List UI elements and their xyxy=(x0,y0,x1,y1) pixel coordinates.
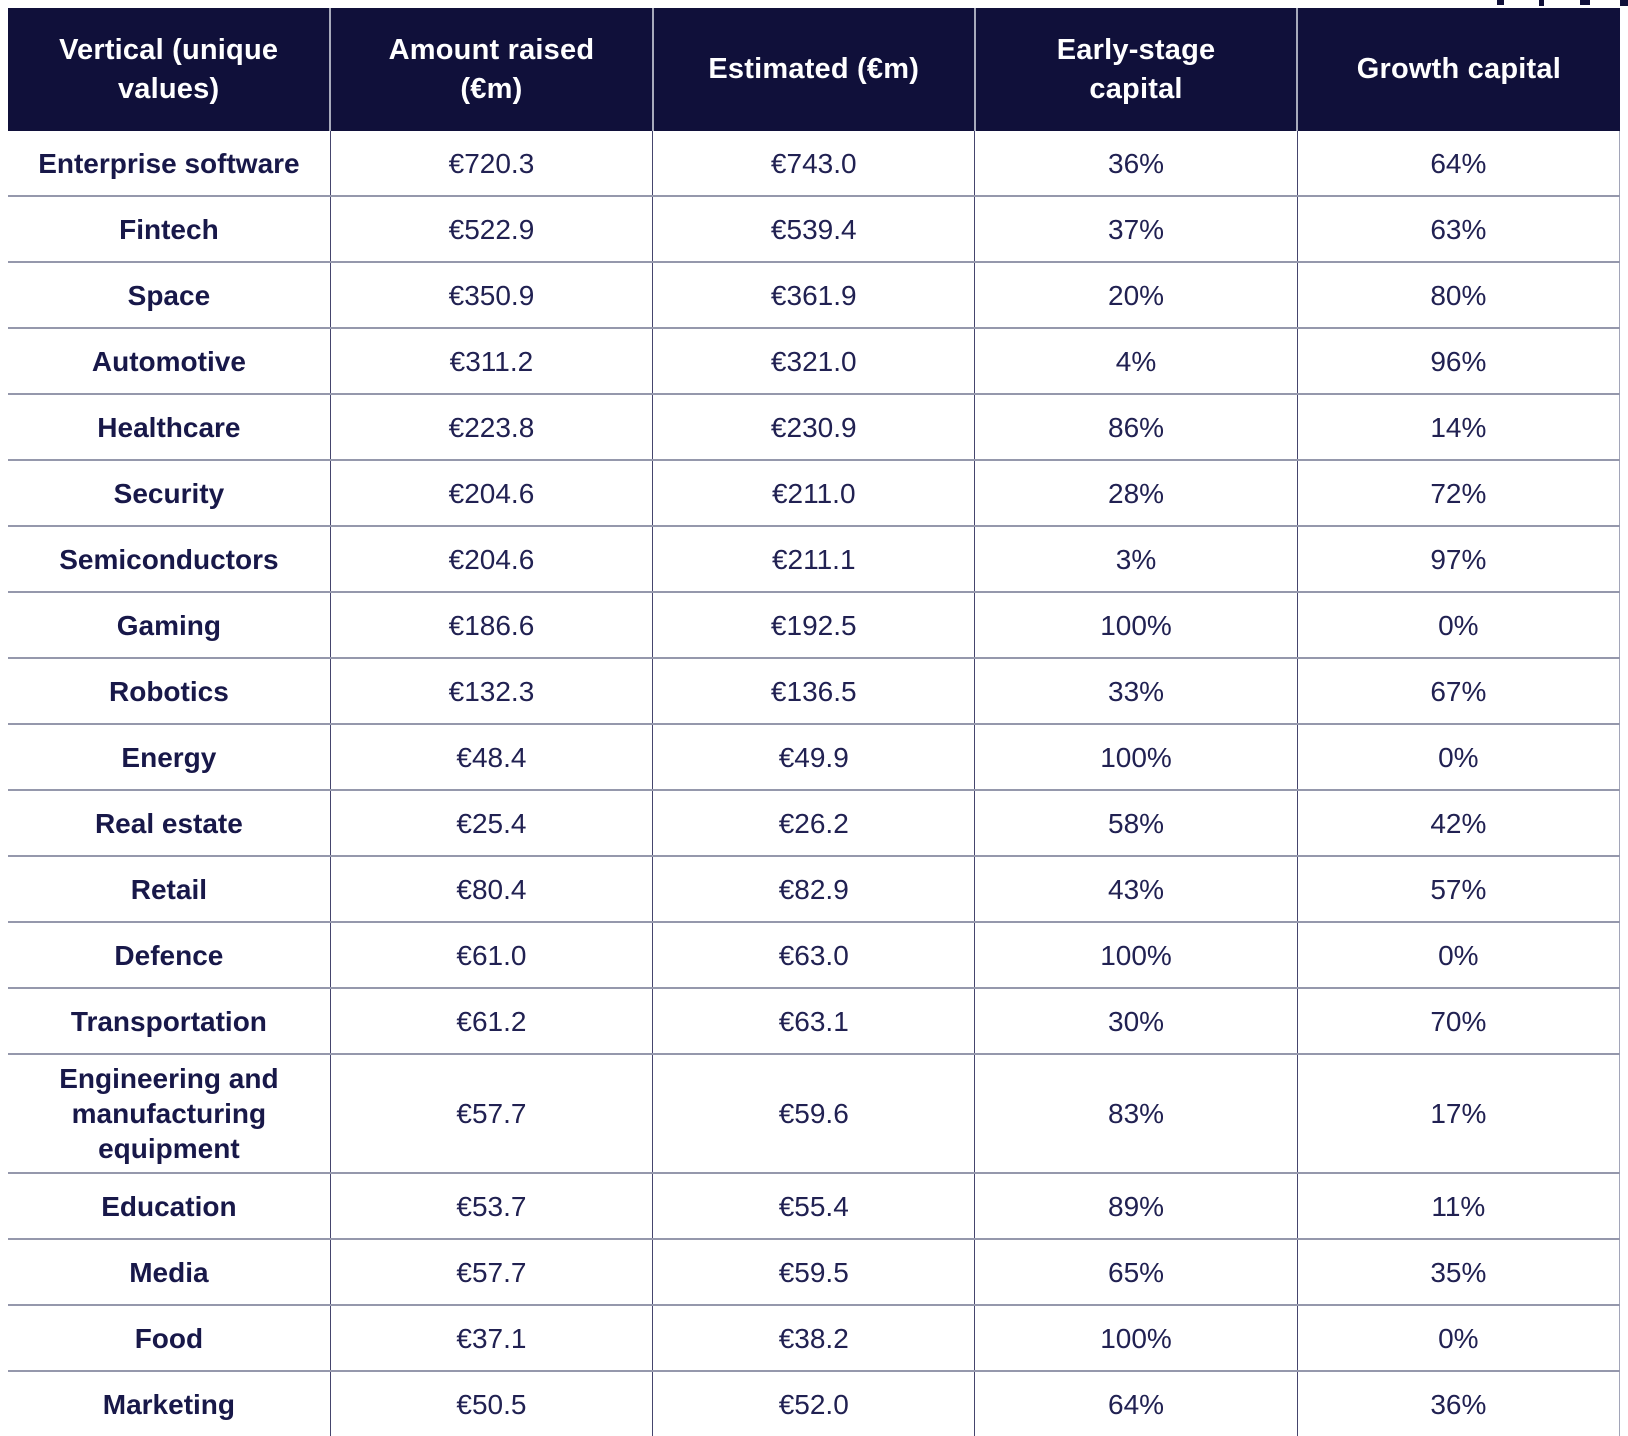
growth-share: 0% xyxy=(1438,741,1479,773)
cell-amount-raised xyxy=(330,526,652,592)
cell-estimated xyxy=(653,1173,975,1239)
cell-growth xyxy=(1297,460,1619,526)
cell-estimated xyxy=(653,131,975,196)
cell-growth xyxy=(1297,988,1619,1054)
cell-growth xyxy=(1297,131,1619,196)
cell-early-stage xyxy=(975,1239,1297,1305)
cell-estimated xyxy=(653,922,975,988)
vertical-name: Enterprise software xyxy=(38,147,300,179)
cell-early-stage xyxy=(975,1305,1297,1371)
vertical-name: Retail xyxy=(130,873,208,905)
estimated-value: €321.0 xyxy=(770,345,857,377)
cell-early-stage xyxy=(975,856,1297,922)
vertical-name: Gaming xyxy=(116,609,222,641)
cell-vertical xyxy=(8,1371,330,1436)
cell-growth xyxy=(1297,526,1619,592)
amount-raised-value: €53.7 xyxy=(456,1190,527,1222)
estimated-value: €136.5 xyxy=(770,675,857,707)
early-stage-share: 36% xyxy=(1108,147,1165,179)
cell-vertical xyxy=(8,856,330,922)
cell-vertical xyxy=(8,460,330,526)
growth-share: 14% xyxy=(1430,411,1487,443)
table-row xyxy=(8,724,1620,790)
cell-growth xyxy=(1297,1239,1619,1305)
cell-growth xyxy=(1297,1173,1619,1239)
table-row xyxy=(8,592,1620,658)
cell-vertical xyxy=(8,526,330,592)
table-row xyxy=(8,1371,1620,1436)
cell-estimated xyxy=(653,1371,975,1436)
cell-amount-raised xyxy=(330,1371,652,1436)
table-row xyxy=(8,131,1620,196)
cell-amount-raised xyxy=(330,328,652,394)
table-row xyxy=(8,394,1620,460)
cell-early-stage xyxy=(975,328,1297,394)
header-vertical xyxy=(8,8,330,131)
cell-growth xyxy=(1297,196,1619,262)
vertical-name: Semiconductors xyxy=(59,543,279,575)
cell-amount-raised xyxy=(330,724,652,790)
cell-estimated xyxy=(653,790,975,856)
cell-estimated xyxy=(653,988,975,1054)
early-stage-share: 89% xyxy=(1108,1190,1165,1222)
estimated-value: €52.0 xyxy=(778,1388,849,1420)
cell-vertical xyxy=(8,394,330,460)
table-row xyxy=(8,1305,1620,1371)
cell-early-stage xyxy=(975,1371,1297,1436)
amount-raised-value: €522.9 xyxy=(448,213,535,245)
vertical-name: Robotics xyxy=(109,675,229,707)
table-row xyxy=(8,988,1620,1054)
amount-raised-value: €48.4 xyxy=(456,741,527,773)
cell-vertical xyxy=(8,790,330,856)
table-row xyxy=(8,262,1620,328)
growth-share: 67% xyxy=(1430,675,1487,707)
cell-vertical xyxy=(8,1173,330,1239)
growth-share: 64% xyxy=(1430,147,1487,179)
cell-growth xyxy=(1297,592,1619,658)
cell-early-stage xyxy=(975,790,1297,856)
growth-share: 80% xyxy=(1430,279,1487,311)
cell-amount-raised xyxy=(330,658,652,724)
cell-estimated xyxy=(653,262,975,328)
estimated-value: €82.9 xyxy=(778,873,849,905)
cell-early-stage xyxy=(975,394,1297,460)
early-stage-share: 64% xyxy=(1108,1388,1165,1420)
growth-share: 42% xyxy=(1430,807,1487,839)
early-stage-share: 65% xyxy=(1108,1256,1165,1288)
cell-estimated xyxy=(653,1239,975,1305)
cell-vertical xyxy=(8,1054,330,1173)
amount-raised-value: €61.0 xyxy=(456,939,527,971)
amount-raised-value: €25.4 xyxy=(456,807,527,839)
estimated-value: €211.0 xyxy=(771,477,856,509)
cell-estimated xyxy=(653,328,975,394)
cell-early-stage xyxy=(975,262,1297,328)
cropped-text-mark xyxy=(1620,0,1628,6)
header-growth-capital xyxy=(1297,8,1619,131)
early-stage-share: 43% xyxy=(1108,873,1165,905)
header-vertical-label: Vertical (unique values) xyxy=(59,34,279,105)
table-row xyxy=(8,1239,1620,1305)
amount-raised-value: €132.3 xyxy=(448,675,535,707)
cell-amount-raised xyxy=(330,988,652,1054)
vertical-name: Education xyxy=(101,1190,237,1222)
cell-estimated xyxy=(653,196,975,262)
early-stage-share: 58% xyxy=(1108,807,1165,839)
cell-vertical xyxy=(8,592,330,658)
estimated-value: €63.0 xyxy=(778,939,849,971)
cell-estimated xyxy=(653,724,975,790)
growth-share: 0% xyxy=(1438,1322,1479,1354)
table-row xyxy=(8,856,1620,922)
early-stage-share: 37% xyxy=(1108,213,1165,245)
cell-estimated xyxy=(653,394,975,460)
cell-early-stage xyxy=(975,658,1297,724)
amount-raised-value: €350.9 xyxy=(448,279,535,311)
cropped-text-mark xyxy=(1539,0,1544,6)
growth-share: 97% xyxy=(1430,543,1487,575)
cell-early-stage xyxy=(975,1054,1297,1173)
estimated-value: €55.4 xyxy=(778,1190,849,1222)
cell-estimated xyxy=(653,460,975,526)
amount-raised-value: €720.3 xyxy=(448,147,535,179)
growth-share: 70% xyxy=(1430,1005,1487,1037)
header-early-stage xyxy=(975,8,1297,131)
cell-growth xyxy=(1297,328,1619,394)
cell-vertical xyxy=(8,1305,330,1371)
growth-share: 57% xyxy=(1430,873,1487,905)
cell-growth xyxy=(1297,1054,1619,1173)
growth-share: 0% xyxy=(1438,609,1479,641)
cell-estimated xyxy=(653,592,975,658)
growth-share: 0% xyxy=(1438,939,1479,971)
vertical-name: Energy xyxy=(121,741,217,773)
vertical-name: Engineering and manufacturing equipment xyxy=(59,1063,279,1164)
estimated-value: €59.6 xyxy=(778,1098,849,1129)
cell-vertical xyxy=(8,328,330,394)
header-row xyxy=(8,8,1620,131)
vertical-name: Marketing xyxy=(102,1388,236,1420)
cell-amount-raised xyxy=(330,1305,652,1371)
estimated-value: €38.2 xyxy=(778,1322,849,1354)
cell-early-stage xyxy=(975,988,1297,1054)
table-row xyxy=(8,328,1620,394)
cell-amount-raised xyxy=(330,196,652,262)
estimated-value: €211.1 xyxy=(771,543,856,575)
amount-raised-value: €50.5 xyxy=(456,1388,527,1420)
vertical-name: Healthcare xyxy=(97,411,241,443)
cell-estimated xyxy=(653,658,975,724)
cell-early-stage xyxy=(975,1173,1297,1239)
table-row xyxy=(8,1054,1620,1173)
cell-growth xyxy=(1297,1305,1619,1371)
cell-growth xyxy=(1297,922,1619,988)
table-row xyxy=(8,1173,1620,1239)
vertical-name: Real estate xyxy=(94,807,243,839)
growth-share: 36% xyxy=(1430,1388,1487,1420)
early-stage-share: 33% xyxy=(1108,675,1165,707)
table-header xyxy=(8,8,1620,131)
vertical-name: Transportation xyxy=(70,1005,267,1037)
amount-raised-value: €80.4 xyxy=(456,873,527,905)
cell-amount-raised xyxy=(330,922,652,988)
vertical-name: Fintech xyxy=(119,213,219,245)
estimated-value: €59.5 xyxy=(778,1256,849,1288)
header-early-stage-label: Early-stage capital xyxy=(1056,34,1216,105)
estimated-value: €743.0 xyxy=(770,147,857,179)
growth-share: 96% xyxy=(1430,345,1487,377)
cell-vertical xyxy=(8,131,330,196)
vertical-name: Food xyxy=(134,1322,204,1354)
cell-growth xyxy=(1297,262,1619,328)
early-stage-share: 100% xyxy=(1100,1322,1172,1354)
early-stage-share: 100% xyxy=(1100,939,1172,971)
cell-growth xyxy=(1297,790,1619,856)
cell-vertical xyxy=(8,922,330,988)
cell-vertical xyxy=(8,262,330,328)
vertical-name: Automotive xyxy=(91,345,246,377)
cell-amount-raised xyxy=(330,856,652,922)
cell-vertical xyxy=(8,1239,330,1305)
amount-raised-value: €186.6 xyxy=(448,609,535,641)
early-stage-share: 3% xyxy=(1115,543,1157,575)
amount-raised-value: €57.7 xyxy=(456,1256,527,1288)
table-row xyxy=(8,922,1620,988)
estimated-value: €192.5 xyxy=(770,609,857,641)
cell-amount-raised xyxy=(330,790,652,856)
cell-amount-raised xyxy=(330,394,652,460)
amount-raised-value: €204.6 xyxy=(448,543,535,575)
cropped-text-mark xyxy=(1580,0,1590,5)
growth-share: 17% xyxy=(1430,1098,1487,1129)
estimated-value: €49.9 xyxy=(778,741,849,773)
cell-amount-raised xyxy=(330,1239,652,1305)
estimated-value: €230.9 xyxy=(770,411,857,443)
growth-share: 11% xyxy=(1431,1190,1486,1222)
amount-raised-value: €223.8 xyxy=(448,411,535,443)
cell-estimated xyxy=(653,526,975,592)
cell-early-stage xyxy=(975,724,1297,790)
early-stage-share: 86% xyxy=(1108,411,1165,443)
header-estimated xyxy=(653,8,975,131)
estimated-value: €361.9 xyxy=(770,279,857,311)
header-amount-raised xyxy=(330,8,652,131)
vertical-name: Media xyxy=(129,1256,209,1288)
cell-early-stage xyxy=(975,196,1297,262)
table-body xyxy=(8,131,1620,1436)
early-stage-share: 28% xyxy=(1108,477,1165,509)
cell-amount-raised xyxy=(330,592,652,658)
cell-estimated xyxy=(653,1054,975,1173)
amount-raised-value: €311.2 xyxy=(449,345,534,377)
amount-raised-value: €57.7 xyxy=(456,1098,527,1129)
amount-raised-value: €204.6 xyxy=(448,477,535,509)
cell-growth xyxy=(1297,1371,1619,1436)
table-row xyxy=(8,526,1620,592)
vertical-name: Security xyxy=(113,477,225,509)
table-row xyxy=(8,460,1620,526)
vertical-name: Space xyxy=(127,279,211,311)
header-estimated-label: Estimated (€m) xyxy=(708,53,920,86)
early-stage-share: 30% xyxy=(1108,1005,1165,1037)
cell-early-stage xyxy=(975,592,1297,658)
verticals-funding-table xyxy=(8,8,1620,1436)
cell-growth xyxy=(1297,724,1619,790)
early-stage-share: 4% xyxy=(1115,345,1157,377)
cell-amount-raised xyxy=(330,1054,652,1173)
cell-vertical xyxy=(8,724,330,790)
cell-early-stage xyxy=(975,131,1297,196)
cell-estimated xyxy=(653,1305,975,1371)
cell-amount-raised xyxy=(330,131,652,196)
header-amount-raised-label: Amount raised (€m) xyxy=(388,34,595,105)
early-stage-share: 100% xyxy=(1100,741,1172,773)
table-row xyxy=(8,790,1620,856)
table-row xyxy=(8,658,1620,724)
cell-early-stage xyxy=(975,526,1297,592)
cell-amount-raised xyxy=(330,460,652,526)
growth-share: 35% xyxy=(1430,1256,1487,1288)
cell-growth xyxy=(1297,394,1619,460)
estimated-value: €63.1 xyxy=(778,1005,849,1037)
table-row xyxy=(8,196,1620,262)
cell-early-stage xyxy=(975,922,1297,988)
early-stage-share: 20% xyxy=(1108,279,1165,311)
cell-growth xyxy=(1297,856,1619,922)
amount-raised-value: €37.1 xyxy=(456,1322,527,1354)
cell-amount-raised xyxy=(330,262,652,328)
early-stage-share: 100% xyxy=(1100,609,1172,641)
growth-share: 72% xyxy=(1430,477,1487,509)
amount-raised-value: €61.2 xyxy=(456,1005,527,1037)
estimated-value: €539.4 xyxy=(770,213,857,245)
growth-share: 63% xyxy=(1430,213,1487,245)
early-stage-share: 83% xyxy=(1108,1098,1165,1129)
cell-early-stage xyxy=(975,460,1297,526)
cropped-text-mark xyxy=(1497,0,1504,5)
cell-vertical xyxy=(8,658,330,724)
estimated-value: €26.2 xyxy=(778,807,849,839)
header-growth-capital-label: Growth capital xyxy=(1356,53,1561,86)
vertical-name: Defence xyxy=(114,939,224,971)
cell-vertical xyxy=(8,988,330,1054)
cell-growth xyxy=(1297,658,1619,724)
cell-estimated xyxy=(653,856,975,922)
cell-vertical xyxy=(8,196,330,262)
cell-amount-raised xyxy=(330,1173,652,1239)
